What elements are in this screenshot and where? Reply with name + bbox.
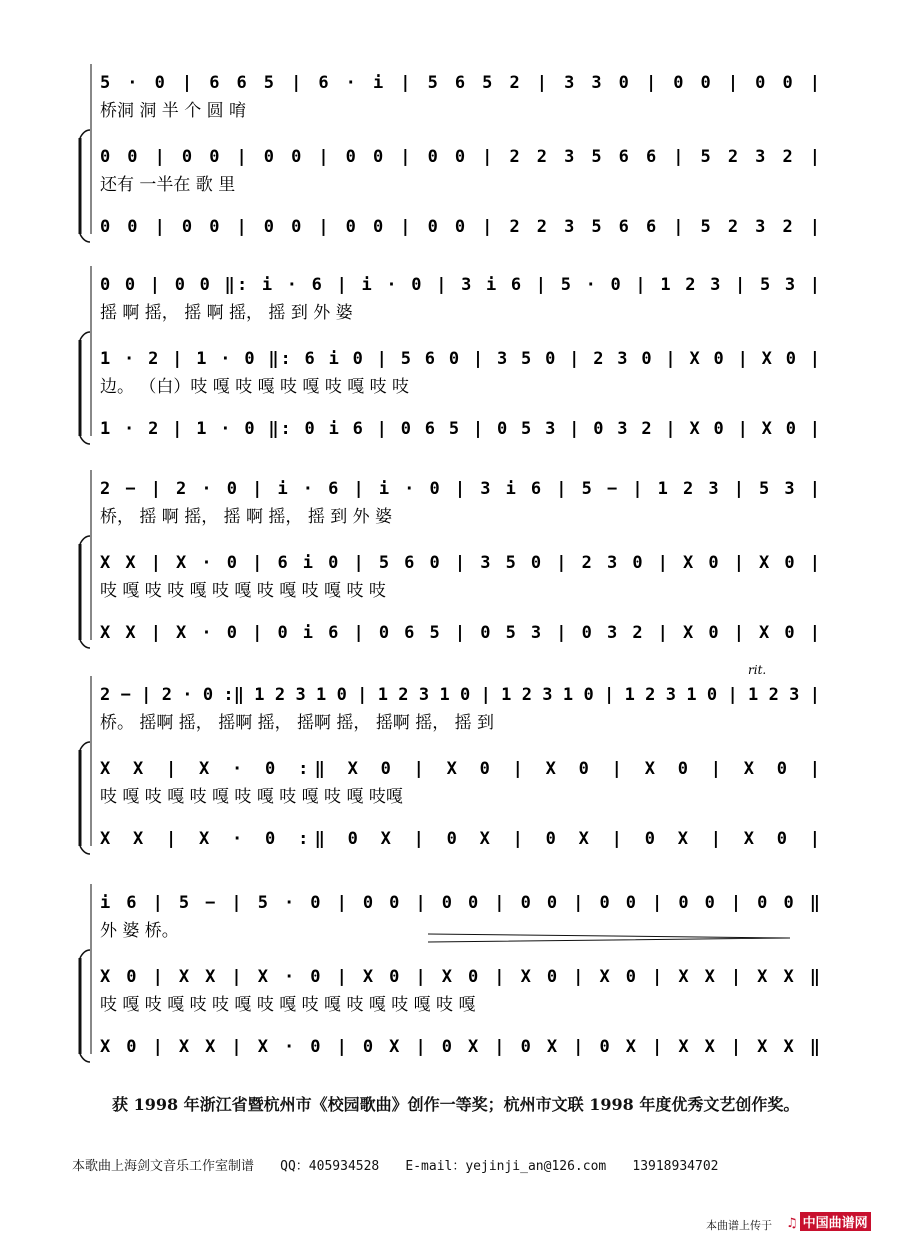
producer-text: 本歌曲上海剑文音乐工作室制谱 — [72, 1159, 255, 1174]
upload-note: 本曲谱上传于 — [706, 1219, 772, 1232]
logo-text: 中国曲谱网 — [800, 1212, 871, 1231]
notation-line: 2 − | 2 · 0 | i · 6 | i · 0 | 3 i 6 | 5 − | 1 2 3 | 5 3 | — [100, 479, 821, 499]
notation-line: X X | X · 0 :‖ X 0 | X 0 | X 0 | X 0 | X 0 | — [100, 759, 820, 779]
email-text: E-mail：yejinji_an@126.com — [405, 1159, 607, 1174]
notation-line: 1 · 2 | 1 · 0 ‖: 6 i 0 | 5 6 0 | 3 5 0 | 2 3 0 | X 0 | X 0 | — [100, 349, 820, 369]
notation-line: 0 0 | 0 0 | 0 0 | 0 0 | 0 0 | 2 2 3 5 6 6 | 5 2 3 2 | — [100, 217, 820, 237]
lyric-line: 还有 一半在 歌 里 — [100, 175, 236, 195]
lyric-line: 边。 （白）吱 嘎 吱 嘎 吱 嘎 吱 嘎 吱 吱 — [100, 377, 410, 397]
site-logo[interactable] — [786, 1212, 871, 1231]
logo-icon: ♫ — [786, 1216, 798, 1231]
notation-line: 2 − | 2 · 0 :‖ 1 2 3 1 0 | 1 2 3 1 0 | 1 2 3 1 0 | 1 2 3 1 0 | 1 2 3 | — [100, 685, 820, 705]
award-note: 获 1998 年浙江省暨杭州市《校园歌曲》创作一等奖；杭州市文联 1998 年度优秀文艺创作奖。 — [112, 1095, 800, 1114]
phone-text: 13918934702 — [632, 1159, 719, 1174]
lyric-line: 桥。 摇啊 摇， 摇啊 摇， 摇啊 摇， 摇啊 摇， 摇 到 — [100, 713, 495, 733]
notation-line: 0 0 | 0 0 | 0 0 | 0 0 | 0 0 | 2 2 3 5 6 6 | 5 2 3 2 | — [100, 147, 820, 167]
lyric-line: 桥， 摇 啊 摇， 摇 啊 摇， 摇 到 外 婆 — [100, 507, 393, 527]
notation-line: X 0 | X X | X · 0 | X 0 | X 0 | X 0 | X 0 | X X | X X ‖ — [100, 967, 820, 987]
decrescendo-hairpin — [428, 934, 790, 942]
lyric-line: 吱 嘎 吱 吱 嘎 吱 嘎 吱 嘎 吱 嘎 吱 吱 — [100, 581, 386, 601]
credit-line — [72, 1155, 740, 1174]
notation-line: i 6 | 5 − | 5 · 0 | 0 0 | 0 0 | 0 0 | 0 0 | 0 0 | 0 0 ‖ — [100, 893, 820, 913]
lyric-line: 桥洞 洞 半 个 圆 唷 — [100, 101, 247, 121]
lyric-line: 吱 嘎 吱 嘎 吱 吱 嘎 吱 嘎 吱 嘎 吱 嘎 吱 嘎 吱 嘎 — [100, 995, 476, 1015]
notation-line: 5 · 0 | 6 6 5 | 6 · i | 5 6 5 2 | 3 3 0 | 0 0 | 0 0 | — [100, 73, 820, 93]
tempo-marking: rit. — [748, 663, 767, 677]
notation-line: X X | X · 0 | 6 i 0 | 5 6 0 | 3 5 0 | 2 3 0 | X 0 | X 0 | — [100, 553, 821, 573]
lyric-line: 外 婆 桥。 — [100, 921, 179, 941]
notation-line: 0 0 | 0 0 ‖: i · 6 | i · 0 | 3 i 6 | 5 · 0 | 1 2 3 | 5 3 | — [100, 275, 820, 295]
lyric-line: 吱 嘎 吱 嘎 吱 嘎 吱 嘎 吱 嘎 吱 嘎 吱嘎 — [100, 787, 403, 807]
notation-line: 1 · 2 | 1 · 0 ‖: 0 i 6 | 0 6 5 | 0 5 3 | 0 3 2 | X 0 | X 0 | — [100, 419, 820, 439]
lyric-line: 摇 啊 摇， 摇 啊 摇， 摇 到 外 婆 — [100, 303, 353, 323]
notation-line: X 0 | X X | X · 0 | 0 X | 0 X | 0 X | 0 X | X X | X X ‖ — [100, 1037, 820, 1057]
qq-text: QQ：405934528 — [280, 1159, 380, 1174]
notation-line: X X | X · 0 | 0 i 6 | 0 6 5 | 0 5 3 | 0 3 2 | X 0 | X 0 | — [100, 623, 821, 643]
notation-line: X X | X · 0 :‖ 0 X | 0 X | 0 X | 0 X | X 0 | — [100, 829, 820, 849]
